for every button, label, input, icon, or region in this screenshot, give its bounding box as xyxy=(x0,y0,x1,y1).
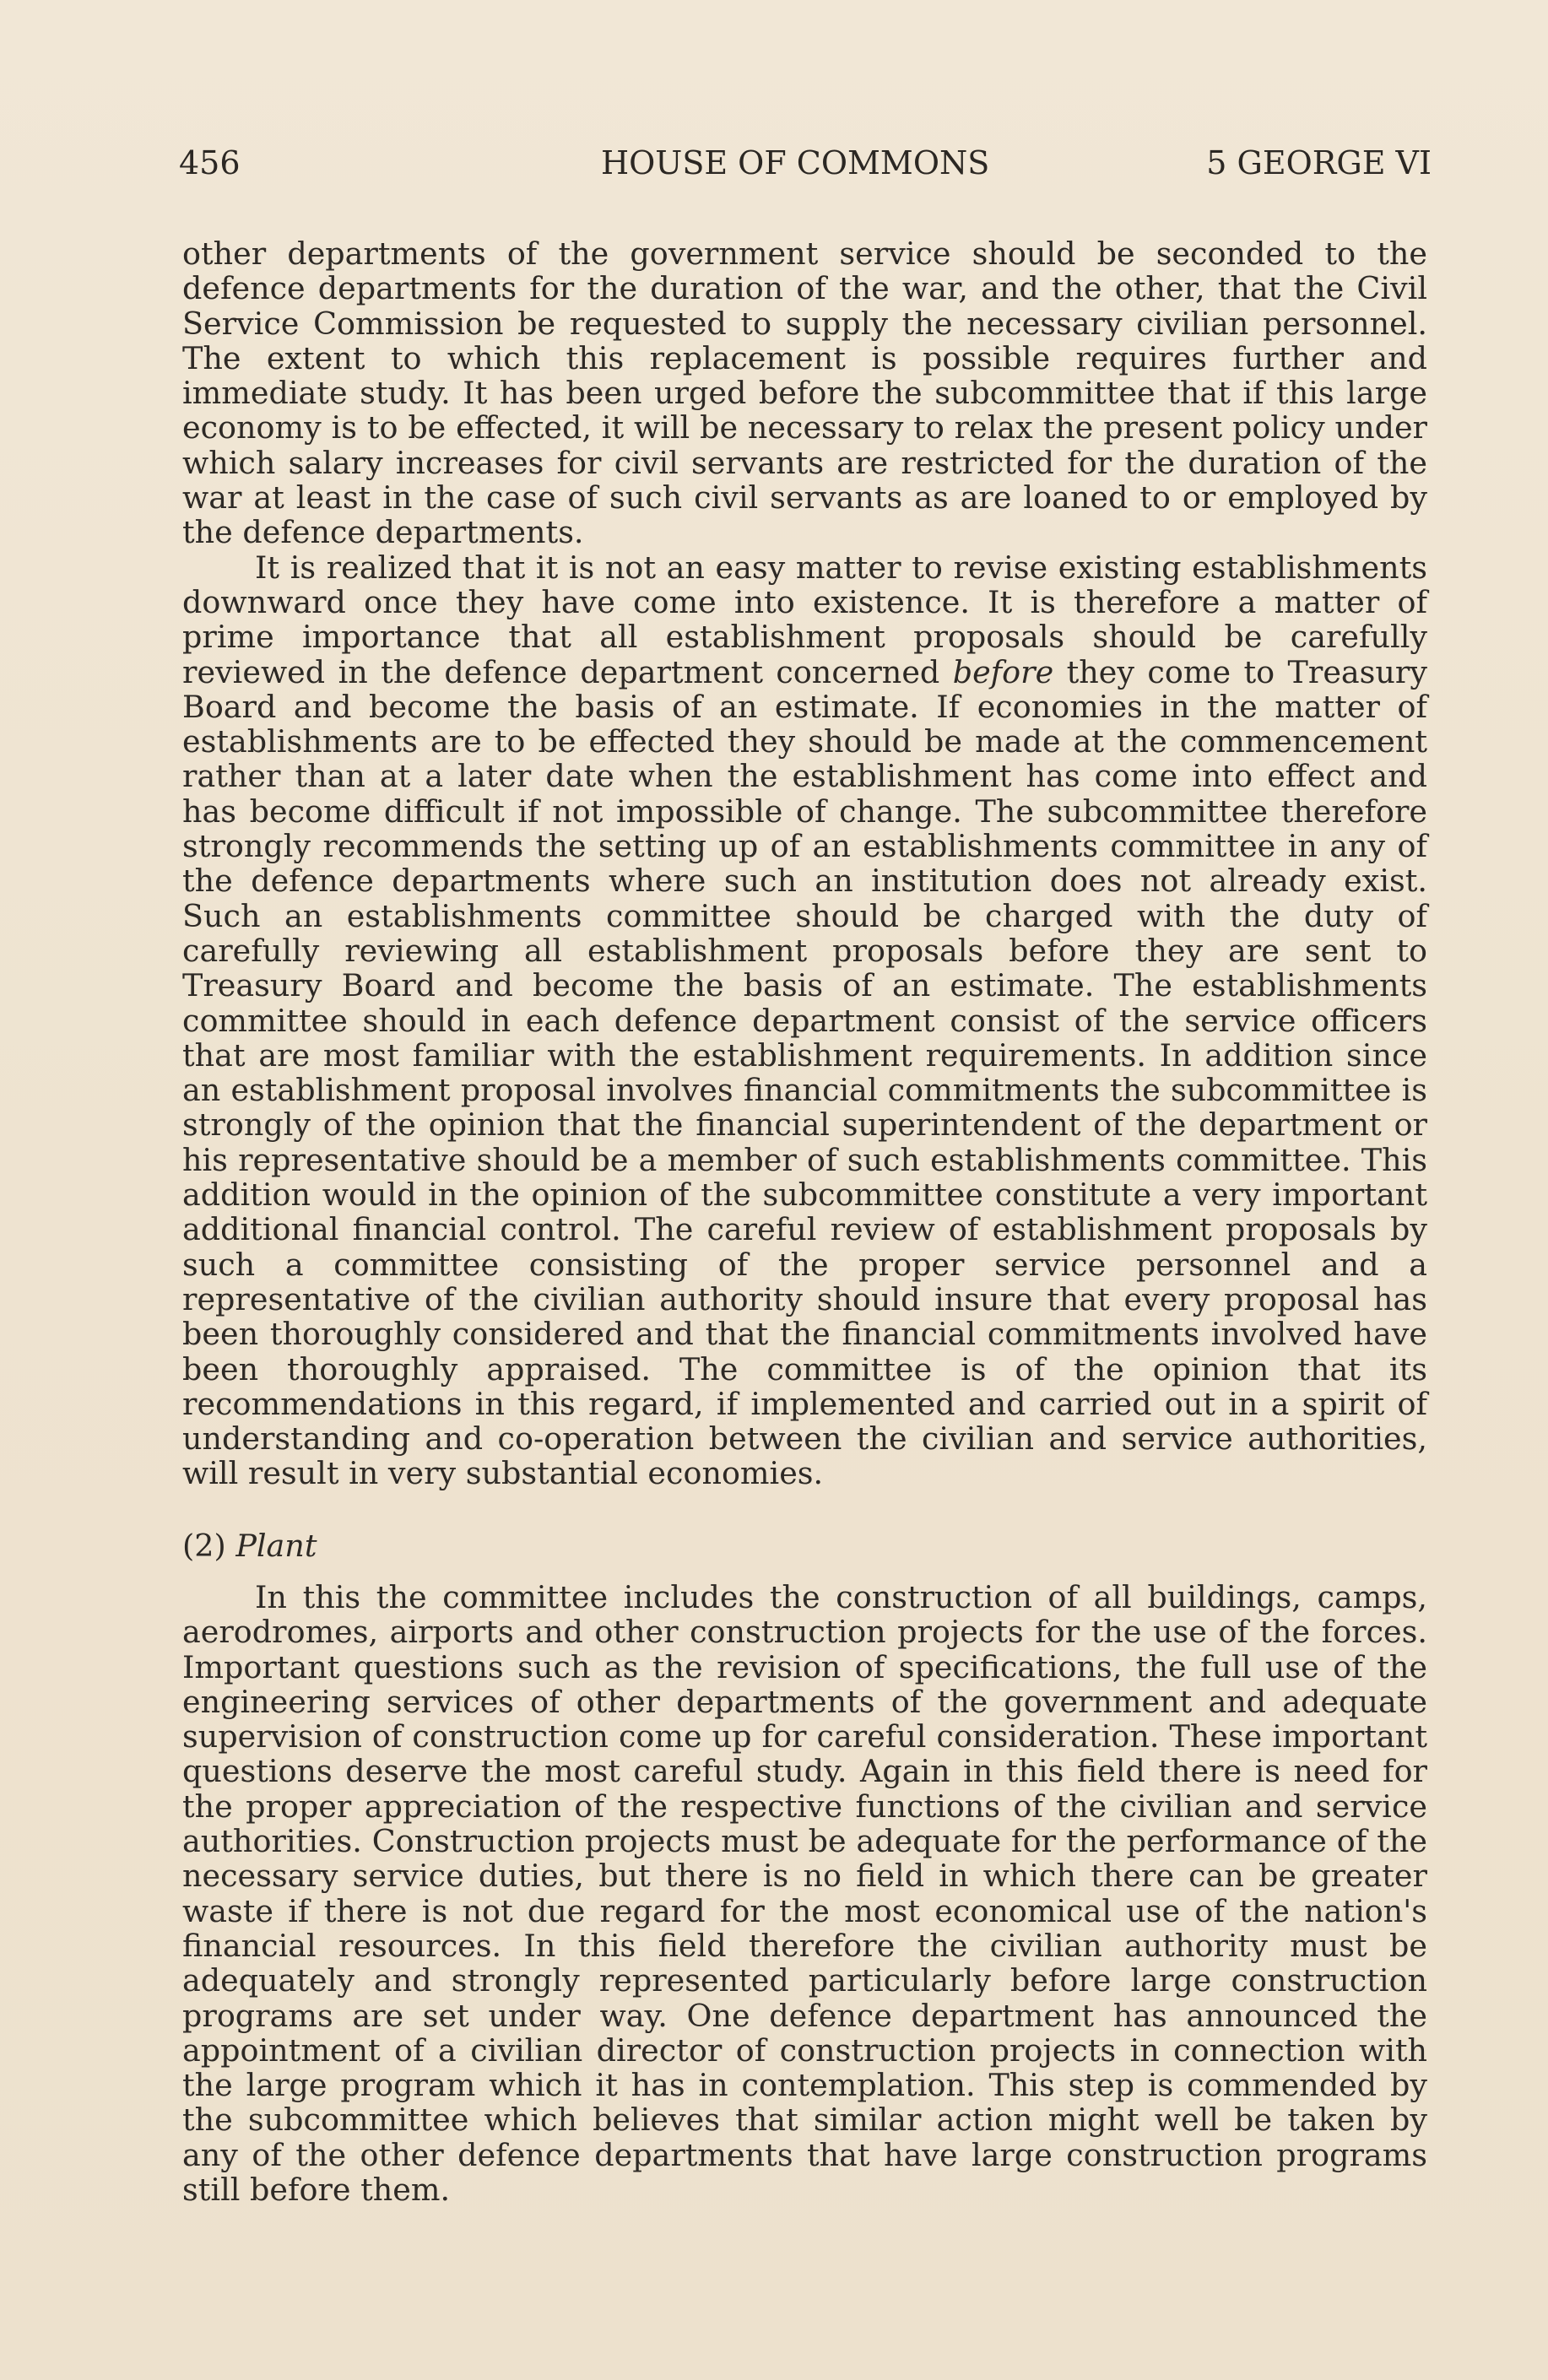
section-heading xyxy=(182,1528,1427,1563)
paragraph-text-end: they come to Treasury Board and become the basis of an estimate. If economies in the matter of establishments are to be effected they should be made at the commencement rather than at a later date when the establishment has come into effect and has become difficult if not impossible of change. The subcommittee therefore strongly recommends the setting up of an establishments committee in any of the defence departments where such an institution does not already exist. Such an establishments committee should be charged with the duty of carefully reviewing all establishment proposals before they are sent to Treasury Board and become the basis of an estimate. The establishments committee should in each defence department consist of the service officers that are most familiar with the establishment requirements. In addition since an establishment proposal involves financial commitments the subcommittee is strongly of the opinion that the financial superintendent of the department or his representative should be a member of such establishments committee. This addition would in the opinion of the subcommittee constitute a very important additional financial control. The careful review of establishment proposals by such a committee consisting of the proper service personnel and a representative of the civilian authority should insure that every proposal has been thoroughly considered and that the financial commitments involved have been thoroughly appraised. The committee is of the opinion that its recommendations in this regard, if implemented and carried out in a spirit of understanding and co-operation between the civilian and service authorities, will result in very substantial economies. xyxy=(182,653,1427,1492)
body-text xyxy=(182,236,1427,2207)
paragraph-text-start: It is realized that it is not an easy matter to revise existing establishments downward once they have come into existence. It is therefore a matter of prime importance that all establishment proposals should be carefully reviewed in the defence department concerned xyxy=(182,549,1427,690)
emphasis-text: before xyxy=(952,653,1054,690)
page-number: 456 xyxy=(179,144,241,181)
paragraph-establishments xyxy=(182,550,1427,1491)
section-title: Plant xyxy=(235,1527,317,1564)
paragraph-continued: other departments of the government service should be seconded to the defence departments for the duration of the war, and the other, that the Civil Service Commission be requested to supply the necessary civilian personnel. The extent to which this replacement is possible requires further and immediate study. It has been urged before the subcommittee that if this large economy is to be effected, it will be necessary to relax the present policy under which salary increases for civil servants are restricted for the duration of the war at least in the case of such civil servants as are loaned to or employed by the defence departments. xyxy=(182,235,1427,551)
running-title: HOUSE OF COMMONS xyxy=(601,144,990,181)
section-number: (2) xyxy=(182,1527,226,1564)
running-head xyxy=(179,142,1432,184)
paragraph-plant: In this the committee includes the construction of all buildings, camps, aerodromes, airports and other construction projects for the use of the forces. Important questions such as the revision of specifications, the full use of the engineering services of other departments of the government and adequate supervision of construction come up for careful consideration. These important questions deserve the most careful study. Again in this field there is need for the proper appreciation of the respective functions of the civilian and service authorities. Construction projects must be adequate for the performance of the necessary service duties, but there is no field in which there can be greater waste if there is not due regard for the most economical use of the nation's financial resources. In this field therefore the civilian authority must be adequately and strongly represented particularly before large construction programs are set under way. One defence department has announced the appointment of a civilian director of construction projects in connection with the large program which it has in contemplation. This step is commended by the subcommittee which believes that similar action might well be taken by any of the other defence departments that have large construction programs still before them. xyxy=(182,1578,1427,2209)
session-label: 5 GEORGE VI xyxy=(1206,144,1432,181)
